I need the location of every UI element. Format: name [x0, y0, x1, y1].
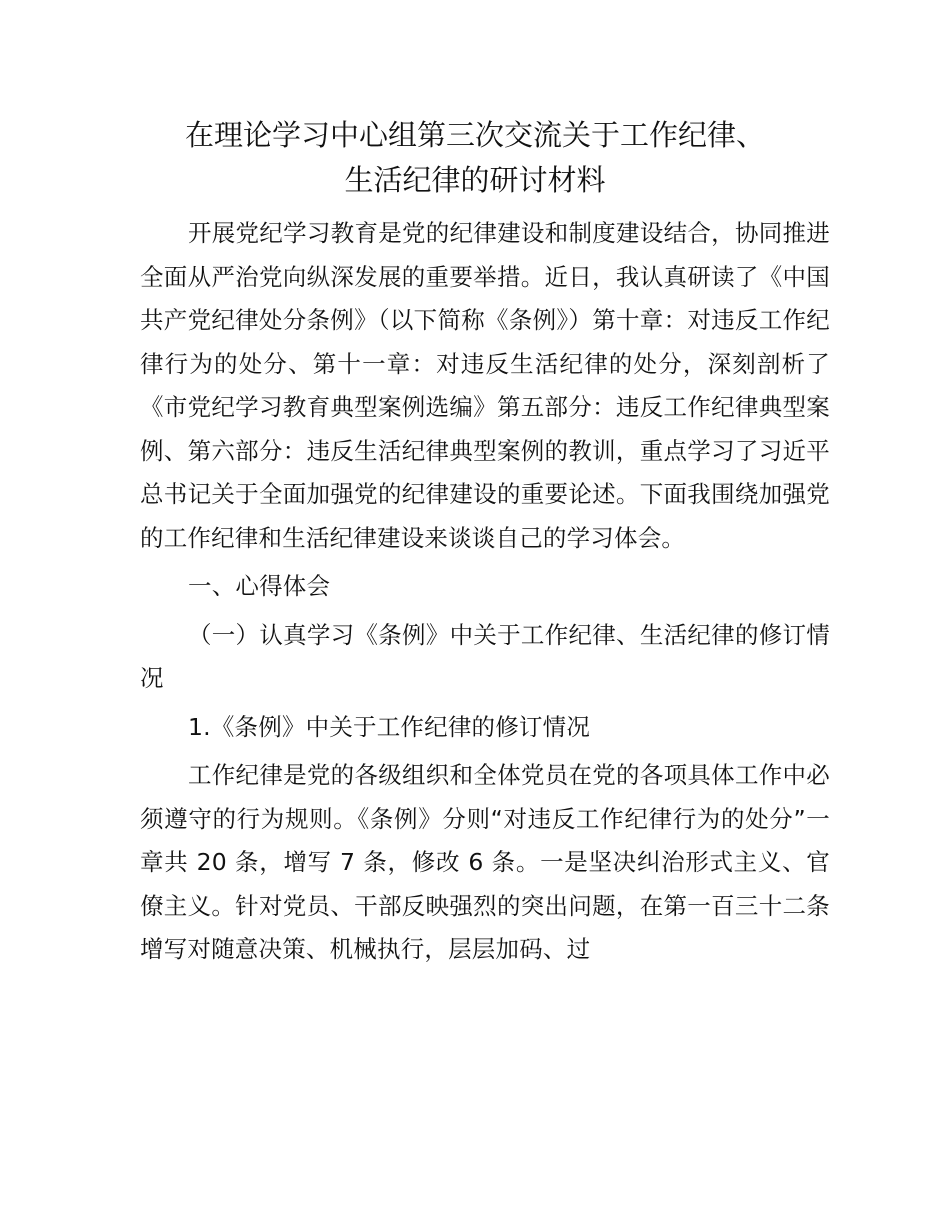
- document-title-line-2: 生活纪律的研讨材料: [344, 163, 606, 197]
- document-title-line-1: 在理论学习中心组第三次交流关于工作纪律、: [184, 118, 765, 152]
- body-paragraph: 工作纪律是党的各级组织和全体党员在党的各项具体工作中必须遵守的行为规则。《条例》分则“对违反工作纪律行为的处分”一章共 20 条，增写 7 条，修改 6 条。一是坚决纠治形式主义、官僚主义。针对党员、干部反映强烈的突出问题，在第一百三十二条增写对随意决策、机械执行，层层加码、过: [140, 761, 830, 963]
- intro-paragraph: 开展党纪学习教育是党的纪律建设和制度建设结合，协同推进全面从严治党向纵深发展的重要举措。近日，我认真研读了《中国共产党纪律处分条例》（以下简称《条例》）第十章：对违反工作纪律行为的处分、第十一章：对违反生活纪律的处分，深刻剖析了《市党纪学习教育典型案例选编》第五部分：违反工作纪律典型案例、第六部分：违反生活纪律典型案例的教训，重点学习了习近平总书记关于全面加强党的纪律建设的重要论述。下面我围绕加强党的工作纪律和生活纪律建设来谈谈自己的学习体会。: [140, 219, 830, 552]
- document-body: [140, 212, 830, 972]
- section-heading: 一、心得体会: [188, 572, 331, 600]
- item-heading: 1.《条例》中关于工作纪律的修订情况: [188, 712, 591, 741]
- subsection-heading: （一）认真学习《条例》中关于工作纪律、生活纪律的修订情况: [140, 620, 830, 692]
